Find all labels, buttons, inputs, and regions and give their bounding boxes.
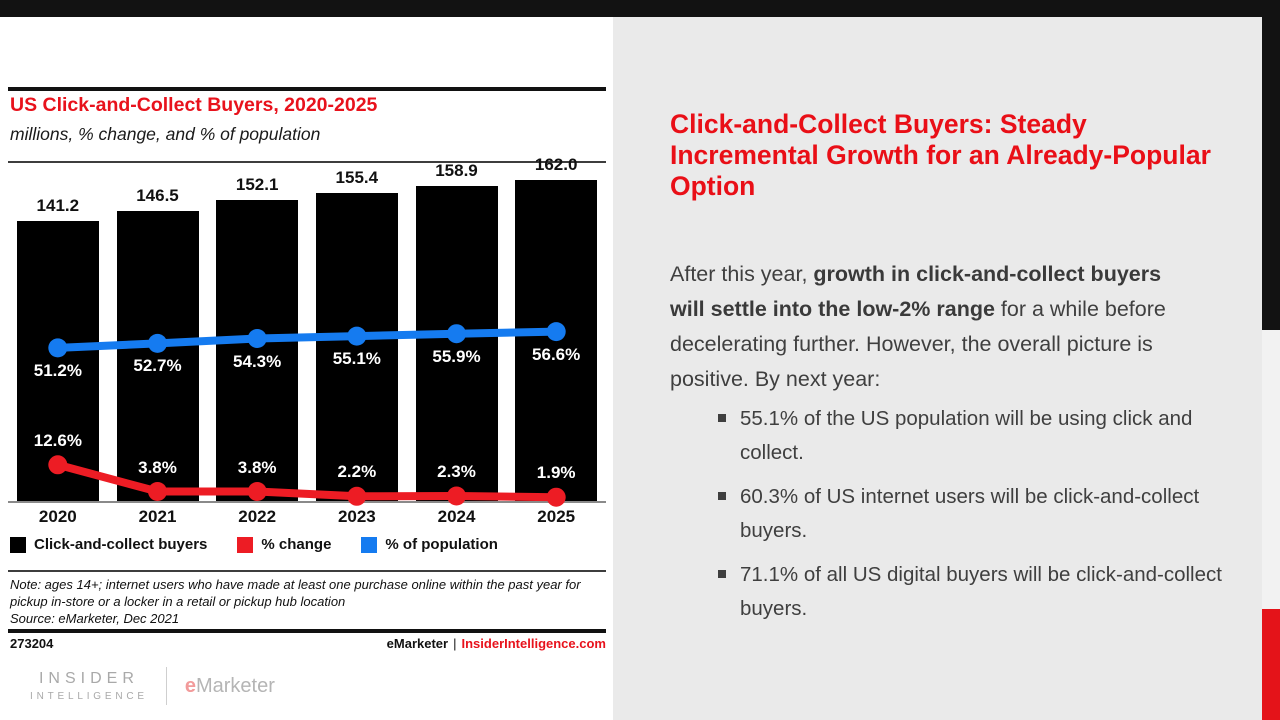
data-point-2024: [447, 324, 466, 343]
insider-intelligence-logo: [30, 670, 148, 702]
pct-label-2021: 3.8%: [138, 457, 177, 477]
pct-label-2024: 2.3%: [437, 462, 476, 481]
logo-line-insider: INSIDER: [38, 670, 139, 687]
x-axis-labels: [8, 507, 606, 527]
logo-line-intelligence: INTELLIGENCE: [30, 691, 148, 702]
commentary-paragraph: [670, 257, 1190, 397]
edge-black-segment: [1262, 0, 1280, 330]
bar-value-2021: 146.5: [136, 185, 179, 205]
chart-plot: [8, 154, 606, 503]
legend-label: Click-and-collect buyers: [34, 536, 208, 553]
year-label-2022: 2022: [238, 507, 277, 526]
commentary-title: Click-and-Collect Buyers: Steady Incremental Growth for an Already-Popular Option: [670, 109, 1211, 201]
top-black-bar: [0, 0, 1280, 17]
legend-item-pct-change: [237, 536, 331, 553]
pct-label-2020: 51.2%: [33, 360, 82, 380]
emarketer-wordmark: eMarketer: [386, 636, 449, 651]
legend-swatch-blue: [361, 537, 377, 553]
commentary-bullets: [670, 402, 1225, 626]
pct-label-2025: 1.9%: [536, 463, 576, 483]
year-label-2024: 2024: [437, 507, 476, 526]
data-point-2021: [148, 482, 167, 501]
pct-label-2025: 56.6%: [532, 344, 581, 364]
footer-separator: |: [453, 636, 457, 651]
note-text: Note: ages 14+; internet users who have made at least one purchase online within the past year for pickup in-store or a locker in a retail or pickup hub location: [10, 577, 581, 609]
bar-value-2023: 155.4: [335, 167, 379, 187]
year-label-2025: 2025: [537, 507, 576, 526]
edge-gray-segment: [1262, 330, 1280, 609]
pct-label-2020: 12.6%: [33, 430, 82, 450]
bullet-item: 55.1% of the US population will be using click and collect.: [670, 402, 1225, 470]
emarketer-logo: [185, 675, 275, 698]
bottom-rule: [8, 629, 606, 633]
para-post: for a while before decelerating further. However, the overall picture is positive. By next year:: [670, 297, 1166, 391]
emarketer-logo-e: e: [184, 674, 196, 697]
logo-divider: [166, 667, 167, 705]
edge-red-segment: [1262, 609, 1280, 720]
legend-swatch-red: [237, 537, 253, 553]
legend-label: % change: [261, 536, 332, 553]
branding-logos: [30, 667, 275, 705]
year-label-2021: 2021: [138, 507, 177, 526]
right-edge-accent: [1262, 0, 1280, 720]
insider-intelligence-link[interactable]: InsiderIntelligence.com: [461, 636, 606, 651]
para-bold: growth in click-and-collect buyers will settle into the low-2% range: [670, 262, 1162, 321]
legend-item-buyers: [10, 536, 207, 553]
bar-value-2022: 152.1: [235, 174, 279, 194]
data-point-2020: [48, 338, 67, 357]
chart-panel: [0, 17, 613, 720]
bullet-item: 60.3% of US internet users will be click-and-collect buyers.: [670, 480, 1225, 548]
pct-label-2023: 2.2%: [337, 462, 377, 482]
footer-brand: [387, 636, 606, 651]
pct-label-2023: 55.1%: [332, 349, 381, 369]
data-point-2024: [447, 487, 466, 506]
bar-value-2025: 162.0: [534, 154, 578, 174]
data-point-2022: [248, 482, 267, 501]
note-rule: [8, 570, 606, 572]
chart-note: [10, 576, 606, 627]
bar-value-2024: 158.9: [435, 161, 478, 180]
data-point-2021: [148, 334, 167, 353]
data-point-2020: [48, 455, 67, 474]
chart-subtitle: millions, % change, and % of population: [10, 124, 321, 144]
chart-legend: [10, 536, 498, 553]
source-text: Source: eMarketer, Dec 2021: [10, 611, 180, 626]
emarketer-logo-rest: Marketer: [195, 674, 275, 697]
data-point-2023: [347, 487, 366, 506]
chart-id: 273204: [10, 636, 54, 651]
year-label-2020: 2020: [38, 507, 77, 526]
chart-title: US Click-and-Collect Buyers, 2020-2025: [10, 94, 378, 116]
data-point-2025: [547, 488, 566, 507]
pct-label-2022: 3.8%: [237, 457, 277, 477]
chart-footer: [10, 636, 606, 651]
pct-label-2024: 55.9%: [432, 346, 481, 366]
data-point-2022: [248, 329, 267, 348]
legend-swatch-black: [10, 537, 26, 553]
para-pre: After this year,: [670, 262, 814, 286]
year-label-2023: 2023: [337, 507, 376, 526]
pct-label-2021: 52.7%: [133, 356, 182, 376]
bullet-item: 71.1% of all US digital buyers will be click-and-collect buyers.: [670, 558, 1225, 626]
data-point-2025: [547, 322, 566, 341]
bar-value-2020: 141.2: [36, 196, 80, 216]
data-point-2023: [347, 327, 366, 346]
pct-label-2022: 54.3%: [233, 351, 282, 371]
legend-label: % of population: [385, 536, 498, 553]
legend-item-pct-population: [361, 536, 497, 553]
top-rule: [8, 87, 606, 91]
commentary-panel: [613, 17, 1262, 720]
